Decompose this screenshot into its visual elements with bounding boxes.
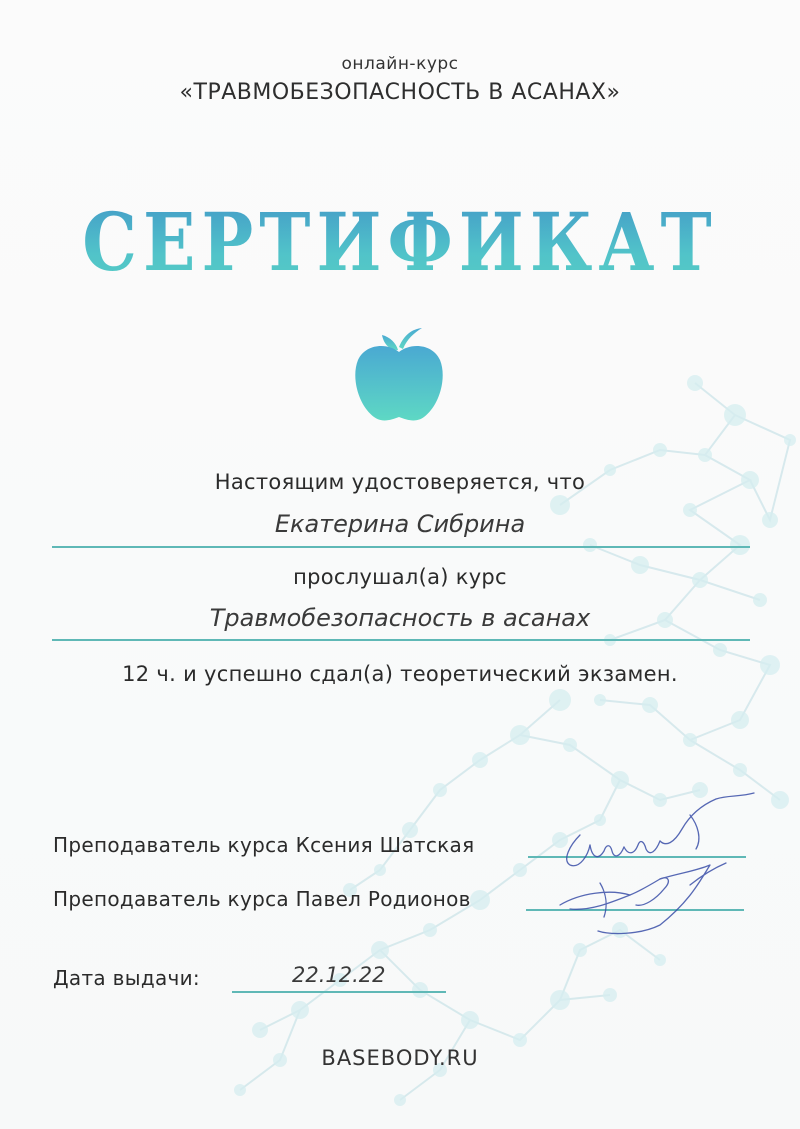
student-name-underline: [52, 546, 750, 548]
course-kicker: онлайн-курс: [341, 54, 459, 74]
issue-date-value: 22.12.22: [292, 963, 386, 987]
student-name: Екатерина Сибрина: [274, 510, 526, 538]
result-statement: 12 ч. и успешно сдал(а) теоретический экзамен.: [122, 662, 678, 686]
certify-statement: Настоящим удостоверяется, что: [214, 470, 586, 494]
certificate-title: СЕРТИФИКАТ: [56, 182, 744, 302]
teacher-1-label: Преподаватель курса Ксения Шатская: [53, 833, 475, 857]
course-name-underline: [52, 639, 750, 641]
website-footer: BASEBODY.RU: [321, 1046, 479, 1070]
course-title-header: «ТРАВМОБЕЗОПАСНОСТЬ В АСАНАХ»: [179, 80, 621, 105]
teacher-2-label: Преподаватель курса Павел Родионов: [53, 887, 471, 911]
attended-statement: прослушал(а) курс: [293, 565, 507, 589]
issue-date-underline: [232, 991, 446, 993]
course-name: Травмобезопасность в асанах: [209, 604, 591, 632]
issue-date-label: Дата выдачи:: [53, 966, 200, 990]
handwritten-signatures: [540, 785, 770, 945]
apple-icon: [352, 325, 446, 423]
